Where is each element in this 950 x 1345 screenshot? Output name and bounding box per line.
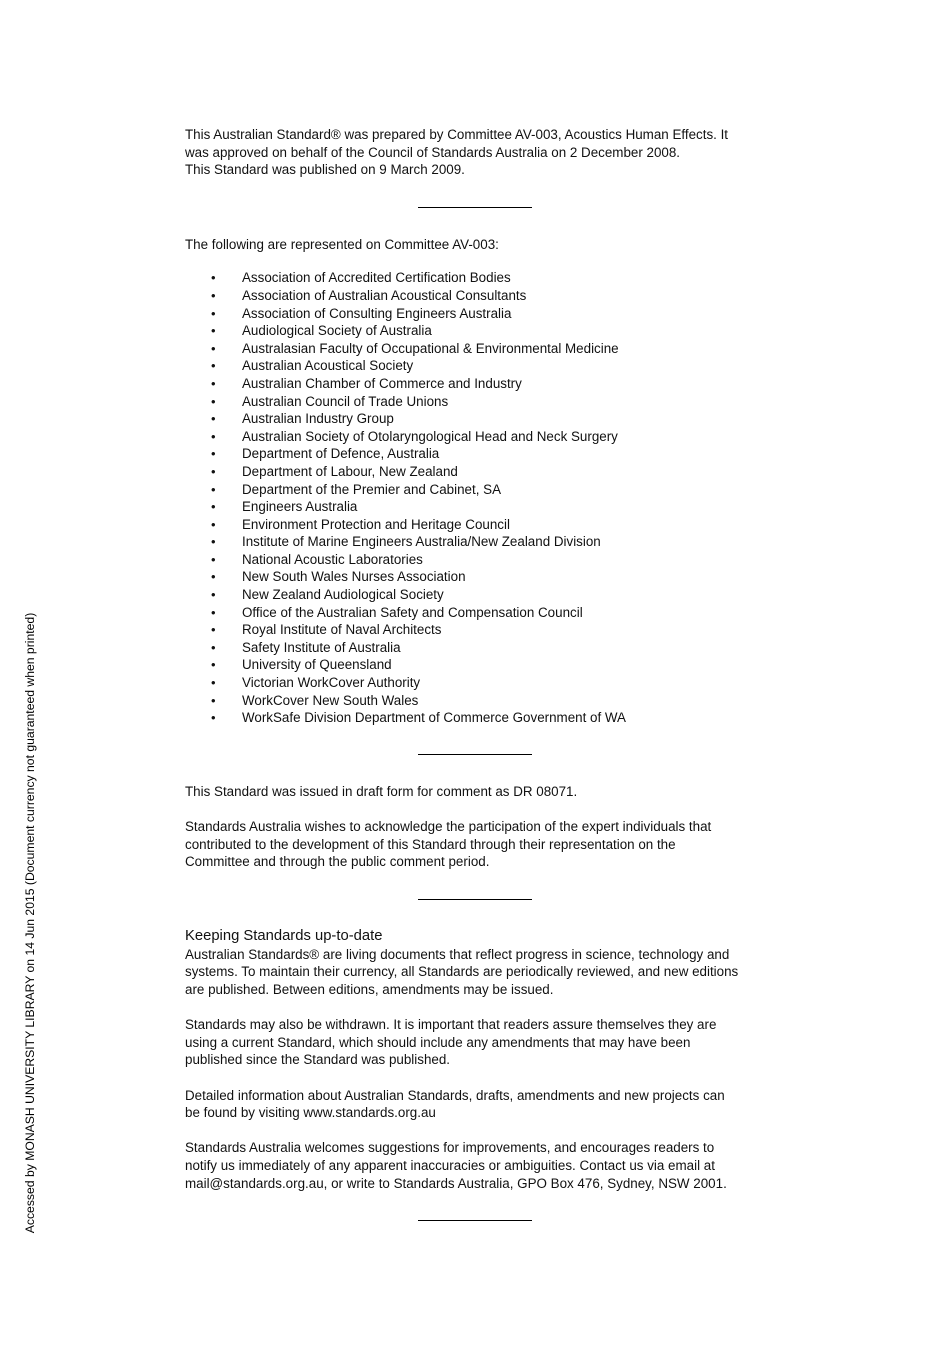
section-divider xyxy=(418,1220,532,1221)
intro-paragraph xyxy=(185,126,775,179)
acknowledgement-paragraph xyxy=(185,818,775,871)
bullet-icon: • xyxy=(211,340,216,356)
paragraph-line: be found by visiting www.standards.org.au xyxy=(185,1105,436,1121)
list-item xyxy=(185,533,775,551)
bullet-icon: • xyxy=(211,463,216,479)
member-name: Victorian WorkCover Authority xyxy=(242,675,421,691)
member-name: Royal Institute of Naval Architects xyxy=(242,622,442,638)
access-stamp: Accessed by MONASH UNIVERSITY LIBRARY on 14 Jun 2015 (Document currency not guaranteed when printed) xyxy=(23,612,37,1234)
list-item xyxy=(185,305,775,323)
list-item xyxy=(185,692,775,710)
committee-heading: The following are represented on Committee AV-003: xyxy=(185,236,499,252)
bullet-icon: • xyxy=(211,710,216,726)
list-item xyxy=(185,269,775,287)
member-name: Australian Acoustical Society xyxy=(242,358,414,374)
list-item xyxy=(185,621,775,639)
member-name: Office of the Australian Safety and Compensation Council xyxy=(242,604,583,620)
bullet-icon: • xyxy=(211,393,216,409)
member-name: Audiological Society of Australia xyxy=(242,323,432,339)
paragraph-line: Standards Australia welcomes suggestions for improvements, and encourages readers to xyxy=(185,1140,715,1156)
member-name: Australian Industry Group xyxy=(242,411,394,427)
member-name: New South Wales Nurses Association xyxy=(242,569,466,585)
living-documents-paragraph xyxy=(185,946,775,999)
bullet-icon: • xyxy=(211,604,216,620)
bullet-icon: • xyxy=(211,622,216,638)
member-name: Australasian Faculty of Occupational & Environmental Medicine xyxy=(242,340,619,356)
paragraph-line: Detailed information about Australian Standards, drafts, amendments and new projects can xyxy=(185,1087,725,1103)
list-item xyxy=(185,410,775,428)
member-name: Association of Accredited Certification Bodies xyxy=(242,270,511,286)
paragraph-line: are published. Between editions, amendments may be issued. xyxy=(185,981,554,997)
member-name: Department of the Premier and Cabinet, SA xyxy=(242,481,502,497)
bullet-icon: • xyxy=(211,692,216,708)
list-item xyxy=(185,656,775,674)
section-divider xyxy=(418,754,532,755)
list-item xyxy=(185,428,775,446)
draft-notice: This Standard was issued in draft form for comment as DR 08071. xyxy=(185,783,578,799)
bullet-icon: • xyxy=(211,534,216,550)
member-name: Australian Council of Trade Unions xyxy=(242,393,449,409)
suggestions-paragraph xyxy=(185,1139,775,1192)
list-item xyxy=(185,481,775,499)
list-item xyxy=(185,340,775,358)
member-name: WorkCover New South Wales xyxy=(242,692,419,708)
member-name: Association of Australian Acoustical Consultants xyxy=(242,287,527,303)
list-item xyxy=(185,568,775,586)
member-name: University of Queensland xyxy=(242,657,392,673)
acknowledgement-line: Committee and through the public comment period. xyxy=(185,854,490,870)
member-name: Institute of Marine Engineers Australia/New Zealand Division xyxy=(242,534,601,550)
section-heading: Keeping Standards up-to-date xyxy=(185,927,383,944)
withdrawn-paragraph xyxy=(185,1016,775,1069)
bullet-icon: • xyxy=(211,481,216,497)
paragraph-line: mail@standards.org.au, or write to Standards Australia, GPO Box 476, Sydney, NSW 2001. xyxy=(185,1175,727,1191)
section-divider xyxy=(418,899,532,900)
bullet-icon: • xyxy=(211,499,216,515)
list-item xyxy=(185,639,775,657)
acknowledgement-line: Standards Australia wishes to acknowledge the participation of the expert individuals that xyxy=(185,819,712,834)
member-name: Australian Society of Otolaryngological Head and Neck Surgery xyxy=(242,428,618,444)
intro-line: This Australian Standard® was prepared by Committee AV-003, Acoustics Human Effects. It xyxy=(185,127,729,142)
list-item xyxy=(185,287,775,305)
bullet-icon: • xyxy=(211,551,216,567)
paragraph-line: notify us immediately of any apparent inaccuracies or ambiguities. Contact us via email at xyxy=(185,1157,715,1173)
bullet-icon: • xyxy=(211,270,216,286)
section-divider xyxy=(418,207,532,208)
intro-line: was approved on behalf of the Council of Standards Australia on 2 December 2008. xyxy=(185,144,681,160)
information-paragraph xyxy=(185,1087,775,1122)
member-name: Association of Consulting Engineers Australia xyxy=(242,305,512,321)
list-item xyxy=(185,357,775,375)
list-item xyxy=(185,322,775,340)
paragraph-line: systems. To maintain their currency, all Standards are periodically reviewed, and new editions xyxy=(185,964,739,980)
member-name: Australian Chamber of Commerce and Industry xyxy=(242,375,522,391)
document-page xyxy=(185,126,775,1221)
bullet-icon: • xyxy=(211,675,216,691)
list-item xyxy=(185,586,775,604)
member-name: Department of Defence, Australia xyxy=(242,446,440,462)
bullet-icon: • xyxy=(211,323,216,339)
bullet-icon: • xyxy=(211,287,216,303)
acknowledgement-line: contributed to the development of this Standard through their representation on the xyxy=(185,836,676,852)
list-item xyxy=(185,463,775,481)
bullet-icon: • xyxy=(211,305,216,321)
list-item xyxy=(185,375,775,393)
member-name: National Acoustic Laboratories xyxy=(242,551,423,567)
bullet-icon: • xyxy=(211,358,216,374)
bullet-icon: • xyxy=(211,587,216,603)
list-item xyxy=(185,604,775,622)
bullet-icon: • xyxy=(211,375,216,391)
list-item xyxy=(185,445,775,463)
bullet-icon: • xyxy=(211,516,216,532)
list-item xyxy=(185,551,775,569)
paragraph-line: using a current Standard, which should include any amendments that may have been xyxy=(185,1034,691,1050)
member-name: Engineers Australia xyxy=(242,499,358,515)
committee-member-list xyxy=(185,269,775,726)
member-name: WorkSafe Division Department of Commerce Government of WA xyxy=(242,710,626,726)
list-item xyxy=(185,498,775,516)
list-item xyxy=(185,393,775,411)
member-name: New Zealand Audiological Society xyxy=(242,587,444,603)
bullet-icon: • xyxy=(211,446,216,462)
bullet-icon: • xyxy=(211,411,216,427)
member-name: Safety Institute of Australia xyxy=(242,639,401,655)
paragraph-line: Australian Standards® are living documents that reflect progress in science, technology and xyxy=(185,946,730,962)
list-item xyxy=(185,709,775,727)
member-name: Environment Protection and Heritage Council xyxy=(242,516,510,532)
member-name: Department of Labour, New Zealand xyxy=(242,463,458,479)
paragraph-line: Standards may also be withdrawn. It is important that readers assure themselves they are xyxy=(185,1017,717,1033)
bullet-icon: • xyxy=(211,657,216,673)
list-item xyxy=(185,674,775,692)
list-item xyxy=(185,516,775,534)
bullet-icon: • xyxy=(211,639,216,655)
bullet-icon: • xyxy=(211,569,216,585)
bullet-icon: • xyxy=(211,428,216,444)
paragraph-line: published since the Standard was published. xyxy=(185,1052,451,1068)
intro-line: This Standard was published on 9 March 2009. xyxy=(185,162,465,178)
